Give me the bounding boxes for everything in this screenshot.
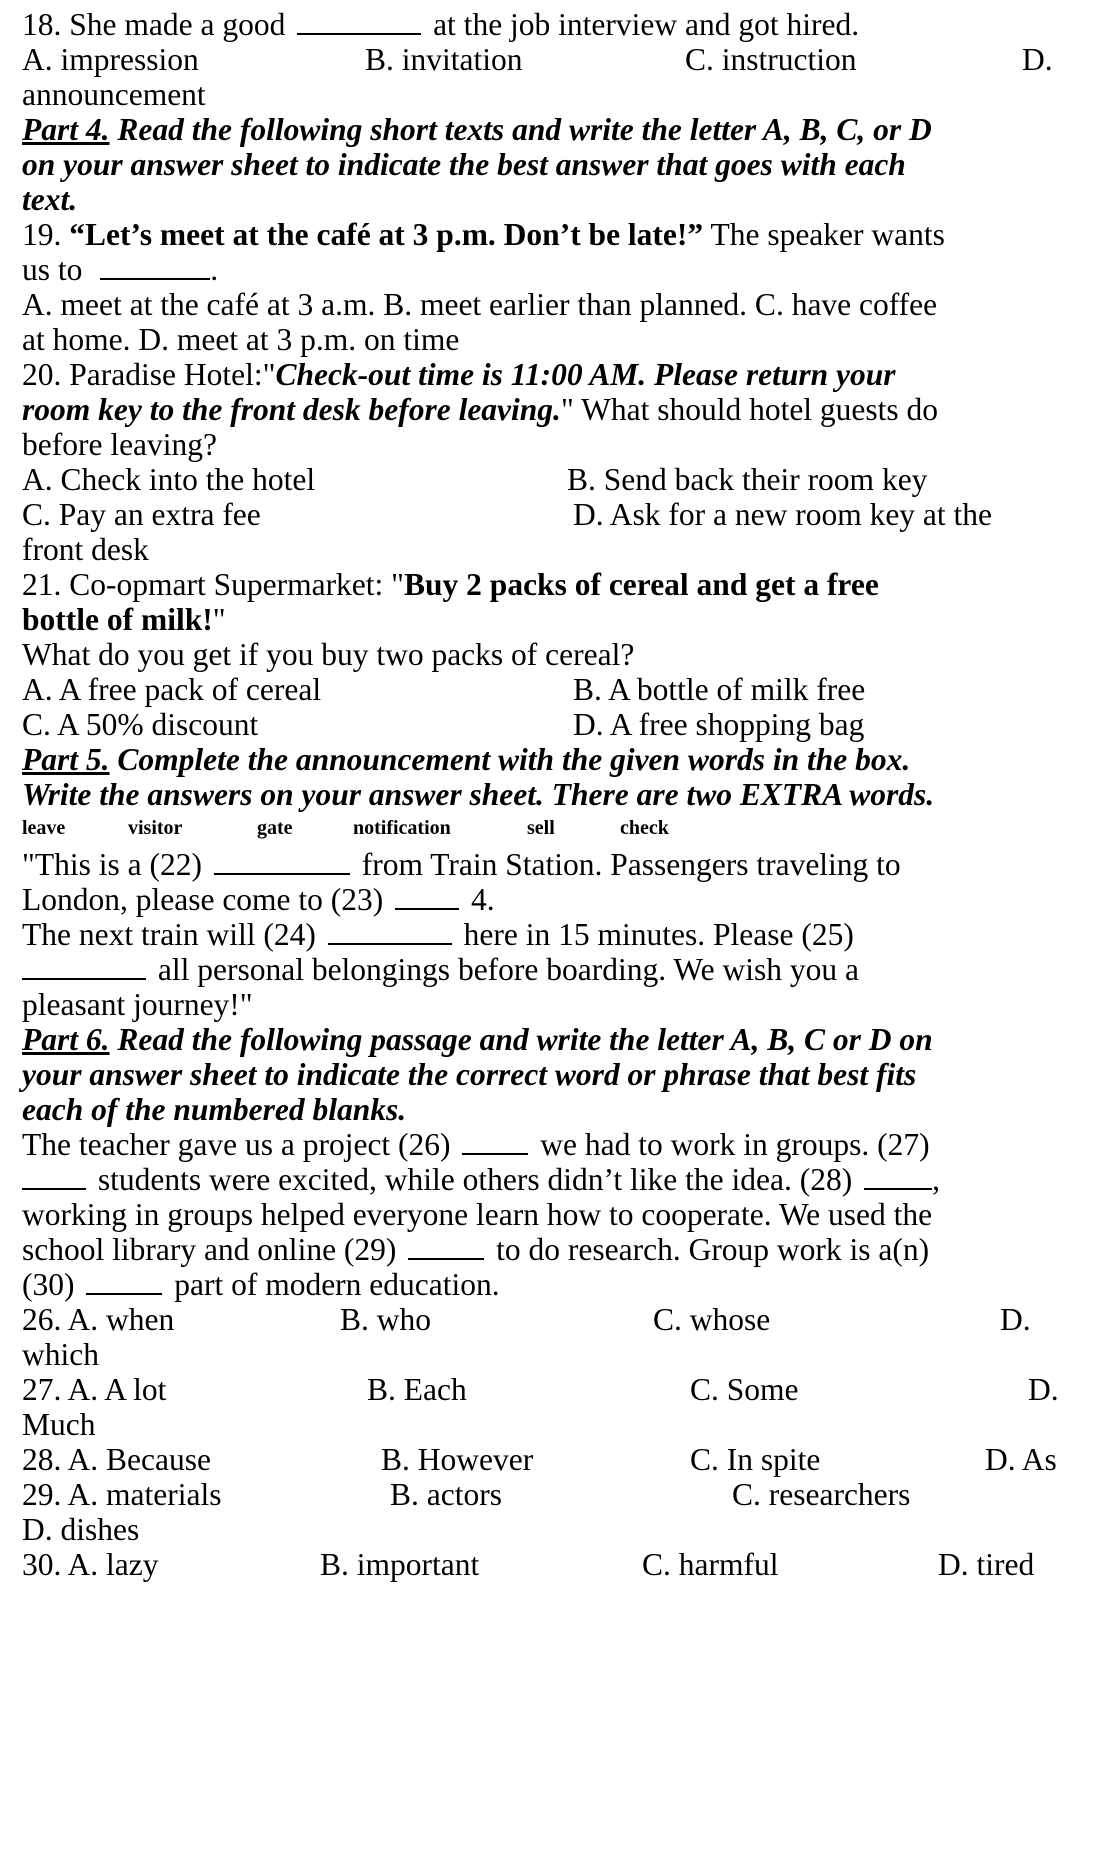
passage-line1: [22, 1126, 930, 1164]
blank-23: [395, 882, 459, 910]
q19-quote: “Let’s meet at the café at 3 p.m. Don’t be late!”: [69, 217, 704, 252]
blank-26: [462, 1127, 528, 1155]
announcement-line1: [22, 846, 901, 884]
q18-text-pre: 18. She made a good: [22, 7, 286, 42]
q20-stem-line2: [22, 391, 938, 429]
q20-option-b: B. Send back their room key: [567, 462, 928, 497]
part5-heading: [22, 741, 910, 779]
q20-option-d: D. Ask for a new room key at the: [573, 497, 993, 532]
q20-option-d-cont: front desk: [22, 532, 149, 567]
q18-option-d: D.: [1022, 42, 1053, 77]
word-box-item: leave: [22, 817, 66, 839]
blank-22-label: "This is a (22): [22, 847, 202, 882]
q21-option-c: C. A 50% discount: [22, 707, 259, 742]
announcement-line2: [22, 881, 495, 919]
q20-notice-2: room key to the front desk before leaving.: [22, 392, 561, 427]
blank-28: [864, 1162, 932, 1190]
q28-option-b: B. However: [381, 1442, 534, 1477]
q21-prefix: 21. Co-opmart Supermarket: ": [22, 567, 405, 602]
part5-instruction-2: Write the answers on your answer sheet. There are two EXTRA words.: [22, 777, 935, 812]
passage-text-4: to do research. Group work is a(n): [496, 1232, 930, 1267]
part5-label: Part 5.: [22, 742, 110, 777]
part4-instruction-3: text.: [22, 182, 78, 217]
q29-option-c: C. researchers: [732, 1477, 911, 1512]
blank-23-label: London, please come to (23): [22, 882, 384, 917]
word-box-item: check: [620, 817, 669, 839]
passage-line3: working in groups helped everyone learn how to cooperate. We used the: [22, 1197, 933, 1232]
part4-instruction-1: Read the following short texts and write the letter A, B, C, or D: [117, 112, 932, 147]
passage-text-2: students were excited, while others didn’t like the idea. (28): [97, 1162, 853, 1197]
part5-instruction-1: Complete the announcement with the given words in the box.: [117, 742, 911, 777]
blank-24: [328, 917, 452, 945]
gate-number: 4.: [471, 882, 495, 917]
part4-label: Part 4.: [22, 112, 110, 147]
q19-blank: [100, 252, 210, 280]
q21-option-d: D. A free shopping bag: [573, 707, 865, 742]
q26-option-c: C. whose: [653, 1302, 771, 1337]
q30-option-a: 30. A. lazy: [22, 1547, 159, 1582]
q18-option-a: A. impression: [22, 42, 199, 77]
q21-option-b: B. A bottle of milk free: [573, 672, 866, 707]
part6-instruction-2: your answer sheet to indicate the correct word or phrase that best fits: [22, 1057, 917, 1092]
passage-line5: [22, 1266, 500, 1304]
q20-question: " What should hotel guests do: [560, 392, 939, 427]
q30-option-b: B. important: [320, 1547, 480, 1582]
q21-stem-line2: [22, 601, 226, 639]
passage-text-1: we had to work in groups. (27): [540, 1127, 930, 1162]
q29-option-b: B. actors: [390, 1477, 502, 1512]
q19-period: .: [210, 252, 219, 287]
part4-instruction-2: on your answer sheet to indicate the best answer that goes with each: [22, 147, 906, 182]
blank-30-label: (30): [22, 1267, 75, 1302]
blank-27: [22, 1162, 86, 1190]
q26-option-a: 26. A. when: [22, 1302, 175, 1337]
word-box-item: gate: [257, 817, 293, 839]
q26-option-b: B. who: [340, 1302, 432, 1337]
passage-text-5: part of modern education.: [174, 1267, 500, 1302]
q28-option-d: D. As: [985, 1442, 1057, 1477]
q28-option-c: C. In spite: [690, 1442, 821, 1477]
blank-29-label: school library and online (29): [22, 1232, 397, 1267]
announcement-text-4: all personal belongings before boarding. We wish you a: [157, 952, 859, 987]
q21-question: What do you get if you buy two packs of cereal?: [22, 637, 635, 672]
q30-option-d: D. tired: [938, 1547, 1035, 1582]
blank-30: [86, 1267, 162, 1295]
q20-option-a: A. Check into the hotel: [22, 462, 316, 497]
q26-option-d: D.: [1000, 1302, 1031, 1337]
q18-blank: [297, 7, 421, 35]
word-box-item: visitor: [128, 817, 183, 839]
q20-prefix: 20. Paradise Hotel:": [22, 357, 276, 392]
q19-us-to: us to: [22, 252, 83, 287]
q30-option-c: C. harmful: [642, 1547, 779, 1582]
q27-option-b: B. Each: [367, 1372, 467, 1407]
q20-stem-line3: before leaving?: [22, 427, 218, 462]
word-box-item: notification: [353, 817, 451, 839]
blank-29: [408, 1232, 484, 1260]
q18-option-d-cont: announcement: [22, 77, 206, 112]
q18-text-post: at the job interview and got hired.: [433, 7, 860, 42]
q18-stem: [22, 6, 859, 44]
passage-line4: [22, 1231, 929, 1269]
q19-question: The speaker wants: [710, 217, 945, 252]
q19-stem-line2: [22, 251, 218, 289]
announcement-text-1: from Train Station. Passengers traveling to: [361, 847, 901, 882]
q18-option-c: C. instruction: [685, 42, 857, 77]
q19-number: 19.: [22, 217, 62, 252]
q20-notice-1: Check-out time is 11:00 AM. Please return your: [275, 357, 896, 392]
announcement-line3: [22, 916, 854, 954]
announcement-line5: pleasant journey!": [22, 987, 253, 1022]
blank-24-label: The next train will (24): [22, 917, 316, 952]
q21-stem: [22, 566, 879, 604]
word-box-item: sell: [527, 817, 555, 839]
q19-options-line2: at home. D. meet at 3 p.m. on time: [22, 322, 460, 357]
part6-instruction-1: Read the following passage and write the letter A, B, C or D on: [117, 1022, 933, 1057]
q20-stem: [22, 356, 896, 394]
q20-option-c: C. Pay an extra fee: [22, 497, 261, 532]
part4-heading: [22, 111, 932, 149]
passage-line2: [22, 1161, 940, 1199]
q21-quote-close: ": [212, 602, 226, 637]
q28-option-a: 28. A. Because: [22, 1442, 211, 1477]
announcement-line4: [22, 951, 859, 989]
q29-option-d: D. dishes: [22, 1512, 140, 1547]
announcement-text-3: here in 15 minutes. Please (25): [463, 917, 854, 952]
q19-options-line1: A. meet at the café at 3 a.m. B. meet earlier than planned. C. have coffee: [22, 287, 938, 322]
blank-26-label: The teacher gave us a project (26): [22, 1127, 451, 1162]
part6-label: Part 6.: [22, 1022, 110, 1057]
part6-instruction-3: each of the numbered blanks.: [22, 1092, 407, 1127]
q26-option-d-cont: which: [22, 1337, 99, 1372]
q19-stem: [22, 216, 945, 254]
q21-option-a: A. A free pack of cereal: [22, 672, 322, 707]
q27-option-d: D.: [1028, 1372, 1059, 1407]
blank-22: [214, 847, 350, 875]
q27-option-a: 27. A. A lot: [22, 1372, 167, 1407]
q27-option-d-cont: Much: [22, 1407, 96, 1442]
q21-notice-2: bottle of milk!: [22, 602, 213, 637]
blank-25: [22, 952, 146, 980]
passage-comma: ,: [932, 1162, 940, 1197]
part6-heading: [22, 1021, 933, 1059]
q18-option-b: B. invitation: [365, 42, 523, 77]
q27-option-c: C. Some: [690, 1372, 799, 1407]
q29-option-a: 29. A. materials: [22, 1477, 222, 1512]
q21-notice-1: Buy 2 packs of cereal and get a free: [404, 567, 879, 602]
